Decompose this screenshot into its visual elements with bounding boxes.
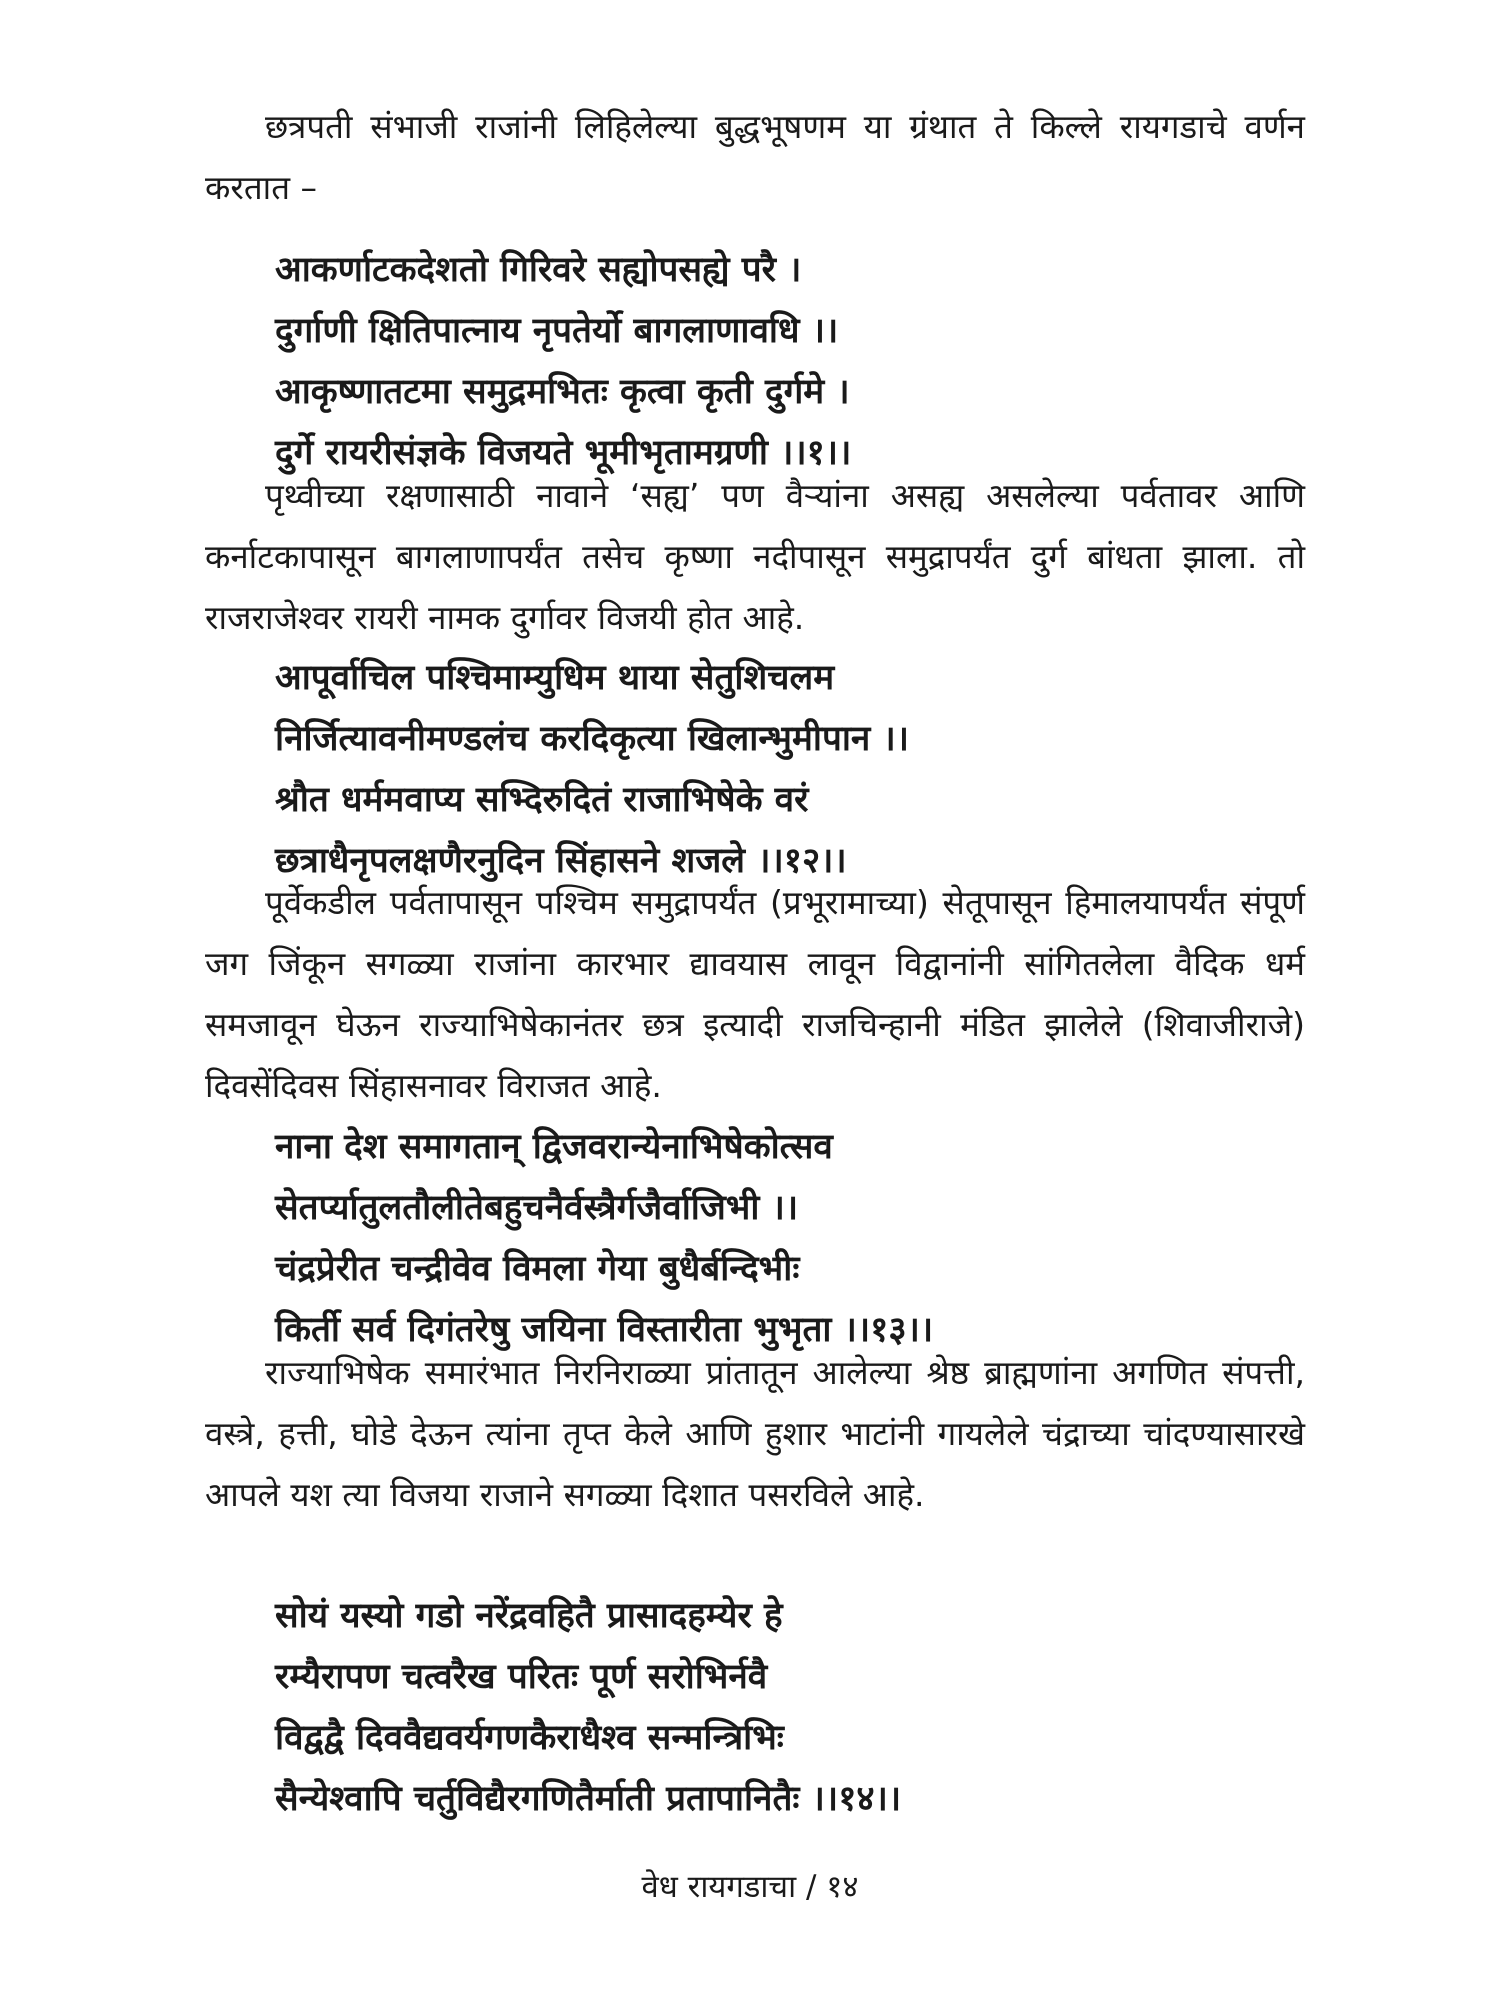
verse-line: विद्वद्वै दिववैद्यवर्यगणकैराधैश्व सन्मन्त्रिभिः [275,1718,784,1758]
verse-block-1 [275,240,1305,484]
verse-line: आपूर्वाचिल पश्चिमाम्युधिम थाया सेतुशिचलम [275,658,835,698]
verse-line: सेतर्प्यातुलतौलीतेबहुचनैर्वस्त्रैर्गजैर्वाजिभी ।। [275,1188,799,1228]
verse-line: आकृष्णातटमा समुद्रमभितः कृत्वा कृती दुर्गमे । [275,372,850,412]
verse-line: निर्जित्यावनीमण्डलंच करदिकृत्या खिलान्भुमीपान ।। [275,719,910,759]
verse-line: सैन्येश्वापि चर्तुविद्यैरगणितैर्माती प्रतापानितैः ।।१४।। [275,1779,902,1819]
translation-paragraph-1: पृथ्वीच्या रक्षणासाठी नावाने ‘सह्य’ पण वैऱ्यांना असह्य असलेल्या पर्वतावर आणि कर्नाटकापासून बागलाणापर्यंत तसेच कृष्णा नदीपासून समुद्रापर्यंत दुर्ग बांधता झाला. तो राजराजेश्वर रायरी नामक दुर्गावर विजयी होत आहे. [205,476,1305,637]
verse-line: दुर्गे रायरीसंज्ञके विजयते भूमीभृतामग्रणी ।।१।। [275,433,852,473]
translation-paragraph-3: राज्याभिषेक समारंभात निरनिराळ्या प्रांतातून आलेल्या श्रेष्ठ ब्राह्मणांना अगणित संपत्ती, वस्त्रे, हत्ती, घोडे देऊन त्यांना तृप्त केले आणि हुशार भाटांनी गायलेले चंद्राच्या चांदण्यासारखे आपले यश त्या विजया राजाने सगळ्या दिशात पसरविले आहे. [205,1353,1305,1514]
page-footer: वेध रायगडाचा / १४ [641,1869,859,1905]
intro-paragraph: छत्रपती संभाजी राजांनी लिहिलेल्या बुद्धभूषणम या ग्रंथात ते किल्ले रायगडाचे वर्णन करतात – [205,107,1305,207]
verse-line: सोयं यस्यो गडो नरेंद्रवहितै प्रासादहम्येर हे [275,1596,783,1636]
verse-line: दुर्गाणी क्षितिपात्नाय नृपतेर्यो बागलाणावधि ।। [275,311,839,351]
verse-line: छत्राधैनृपलक्षणैरनुदिन सिंहासने शजले ।।१२।। [275,841,847,881]
verse-line: श्रौत धर्ममवाप्य सभ्दिरुदितं राजाभिषेके वरं [275,780,809,820]
verse-block-2 [275,648,1305,892]
verse-line: आकर्णाटकदेशतो गिरिवरे सह्योपसह्ये परै । [275,250,802,290]
verse-line: नाना देश समागतान् द्विजवरान्येनाभिषेकोत्सव [275,1127,833,1167]
verse-line: रम्यैरापण चत्वरैख परितः पूर्ण सरोभिर्नवै [275,1657,768,1697]
verse-block-4 [275,1586,1305,1830]
translation-paragraph-2: पूर्वेकडील पर्वतापासून पश्चिम समुद्रापर्यंत (प्रभूरामाच्या) सेतूपासून हिमालयापर्यंत संपूर्ण जग जिंकून सगळ्या राजांना कारभार द्यावयास लावून विद्वानांनी सांगितलेला वैदिक धर्म समजावून घेऊन राज्याभिषेकानंतर छत्र इत्यादी राजचिन्हानी मंडित झालेले (शिवाजीराजे) दिवसेंदिवस सिंहासनावर विराजत आहे. [205,883,1305,1105]
verse-block-3 [275,1117,1305,1361]
verse-line: चंद्रप्रेरीत चन्द्रीवेव विमला गेया बुधैर्बन्दिभीः [275,1249,800,1289]
verse-line: किर्ती सर्व दिगंतरेषु जयिना विस्तारीता भुभृता ।।१३।। [275,1310,934,1350]
